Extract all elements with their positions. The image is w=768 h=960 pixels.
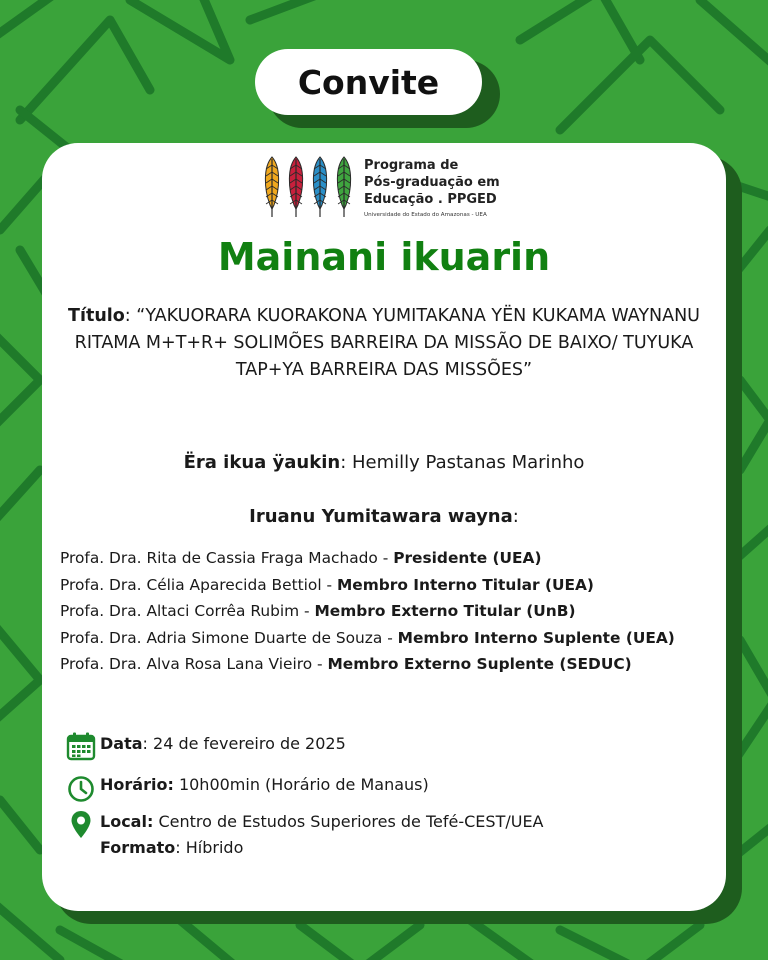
- thesis-label: Título: [68, 306, 125, 326]
- committee-heading-text: Iruanu Yumitawara wayna: [249, 506, 513, 527]
- location-pin-icon: [66, 809, 96, 839]
- committee-member: [60, 651, 710, 678]
- committee-member: [60, 598, 710, 625]
- committee-member: [60, 545, 710, 572]
- logo-line-2: Pós-graduação em: [364, 175, 500, 190]
- date-label: Data: [100, 734, 143, 753]
- thesis-title: [58, 303, 710, 384]
- member-name: Profa. Dra. Rita de Cassia Fraga Machado -: [60, 549, 394, 567]
- place-label: Local:: [100, 812, 154, 831]
- logo-subtitle: Universidade do Estado do Amazonas - UEA: [364, 212, 487, 218]
- format-value: Híbrido: [185, 838, 244, 857]
- date-text: [100, 731, 346, 757]
- event-title: Mainani ikuarin: [217, 235, 551, 279]
- member-role: Membro Interno Titular (UEA): [336, 575, 594, 594]
- member-name: Profa. Dra. Adria Simone Duarte de Souza -: [60, 628, 398, 647]
- committee-heading: [42, 506, 726, 527]
- logo-line-3: Educação . PPGED: [364, 192, 497, 207]
- member-role: Membro Interno Suplente (UEA): [397, 628, 675, 647]
- place-value: Centro de Estudos Superiores de Tefé-CEST/UEA: [158, 812, 544, 831]
- logo-text: [364, 157, 500, 218]
- member-role: Membro Externo Suplente (SEDUC): [327, 655, 632, 673]
- clock-icon: [66, 772, 96, 802]
- calendar-icon: [66, 731, 96, 761]
- date-row: [66, 731, 346, 761]
- author-label: Ëra ikua ÿaukin: [183, 452, 341, 473]
- date-value: 24 de fevereiro de 2025: [153, 734, 346, 753]
- location-row: [66, 809, 544, 861]
- invite-badge: [255, 49, 482, 115]
- committee-member: [60, 572, 710, 599]
- invitation-card: [42, 143, 726, 911]
- feathers-logo-icon: [260, 155, 356, 219]
- member-role: Presidente (UEA): [393, 549, 542, 567]
- member-name: Profa. Dra. Alva Rosa Lana Vieiro -: [60, 655, 328, 673]
- format-sep: :: [175, 838, 186, 857]
- format-label: Formato: [100, 838, 176, 857]
- date-sep: :: [142, 734, 154, 753]
- member-name: Profa. Dra. Altaci Corrêa Rubim -: [60, 602, 315, 620]
- member-role: Membro Externo Titular (UnB): [314, 602, 576, 620]
- member-name: Profa. Dra. Célia Aparecida Bettiol -: [60, 575, 337, 594]
- time-value: 10h00min (Horário de Manaus): [178, 775, 429, 794]
- feather-3: [313, 157, 326, 217]
- committee-heading-sep: :: [512, 506, 519, 527]
- location-text: [100, 809, 544, 861]
- committee-list: [60, 545, 710, 678]
- logo-line-1: Programa de: [364, 158, 459, 173]
- ppged-logo: [260, 155, 500, 219]
- feather-4: [337, 157, 350, 217]
- thesis-sep: :: [124, 306, 137, 326]
- feather-1: [265, 157, 278, 217]
- invite-badge-label: Convite: [297, 62, 440, 102]
- time-row: [66, 772, 429, 802]
- thesis-text: “YAKUORARA KUORAKONA YUMITAKANA YËN KUKAMA WAYNANU RITAMA M+T+R+ SOLIMÕES BARREIRA DA MISSÃO DE BAIXO/ TUYUKA TAP+YA BARREIRA DAS MISSÕES”: [74, 306, 700, 380]
- author-sep: :: [340, 452, 352, 473]
- time-text: [100, 772, 429, 798]
- author-name: Hemilly Pastanas Marinho: [352, 452, 585, 473]
- time-label: Horário:: [100, 775, 174, 794]
- author-line: [42, 452, 726, 473]
- committee-member: [60, 625, 710, 652]
- feather-2: [289, 157, 302, 217]
